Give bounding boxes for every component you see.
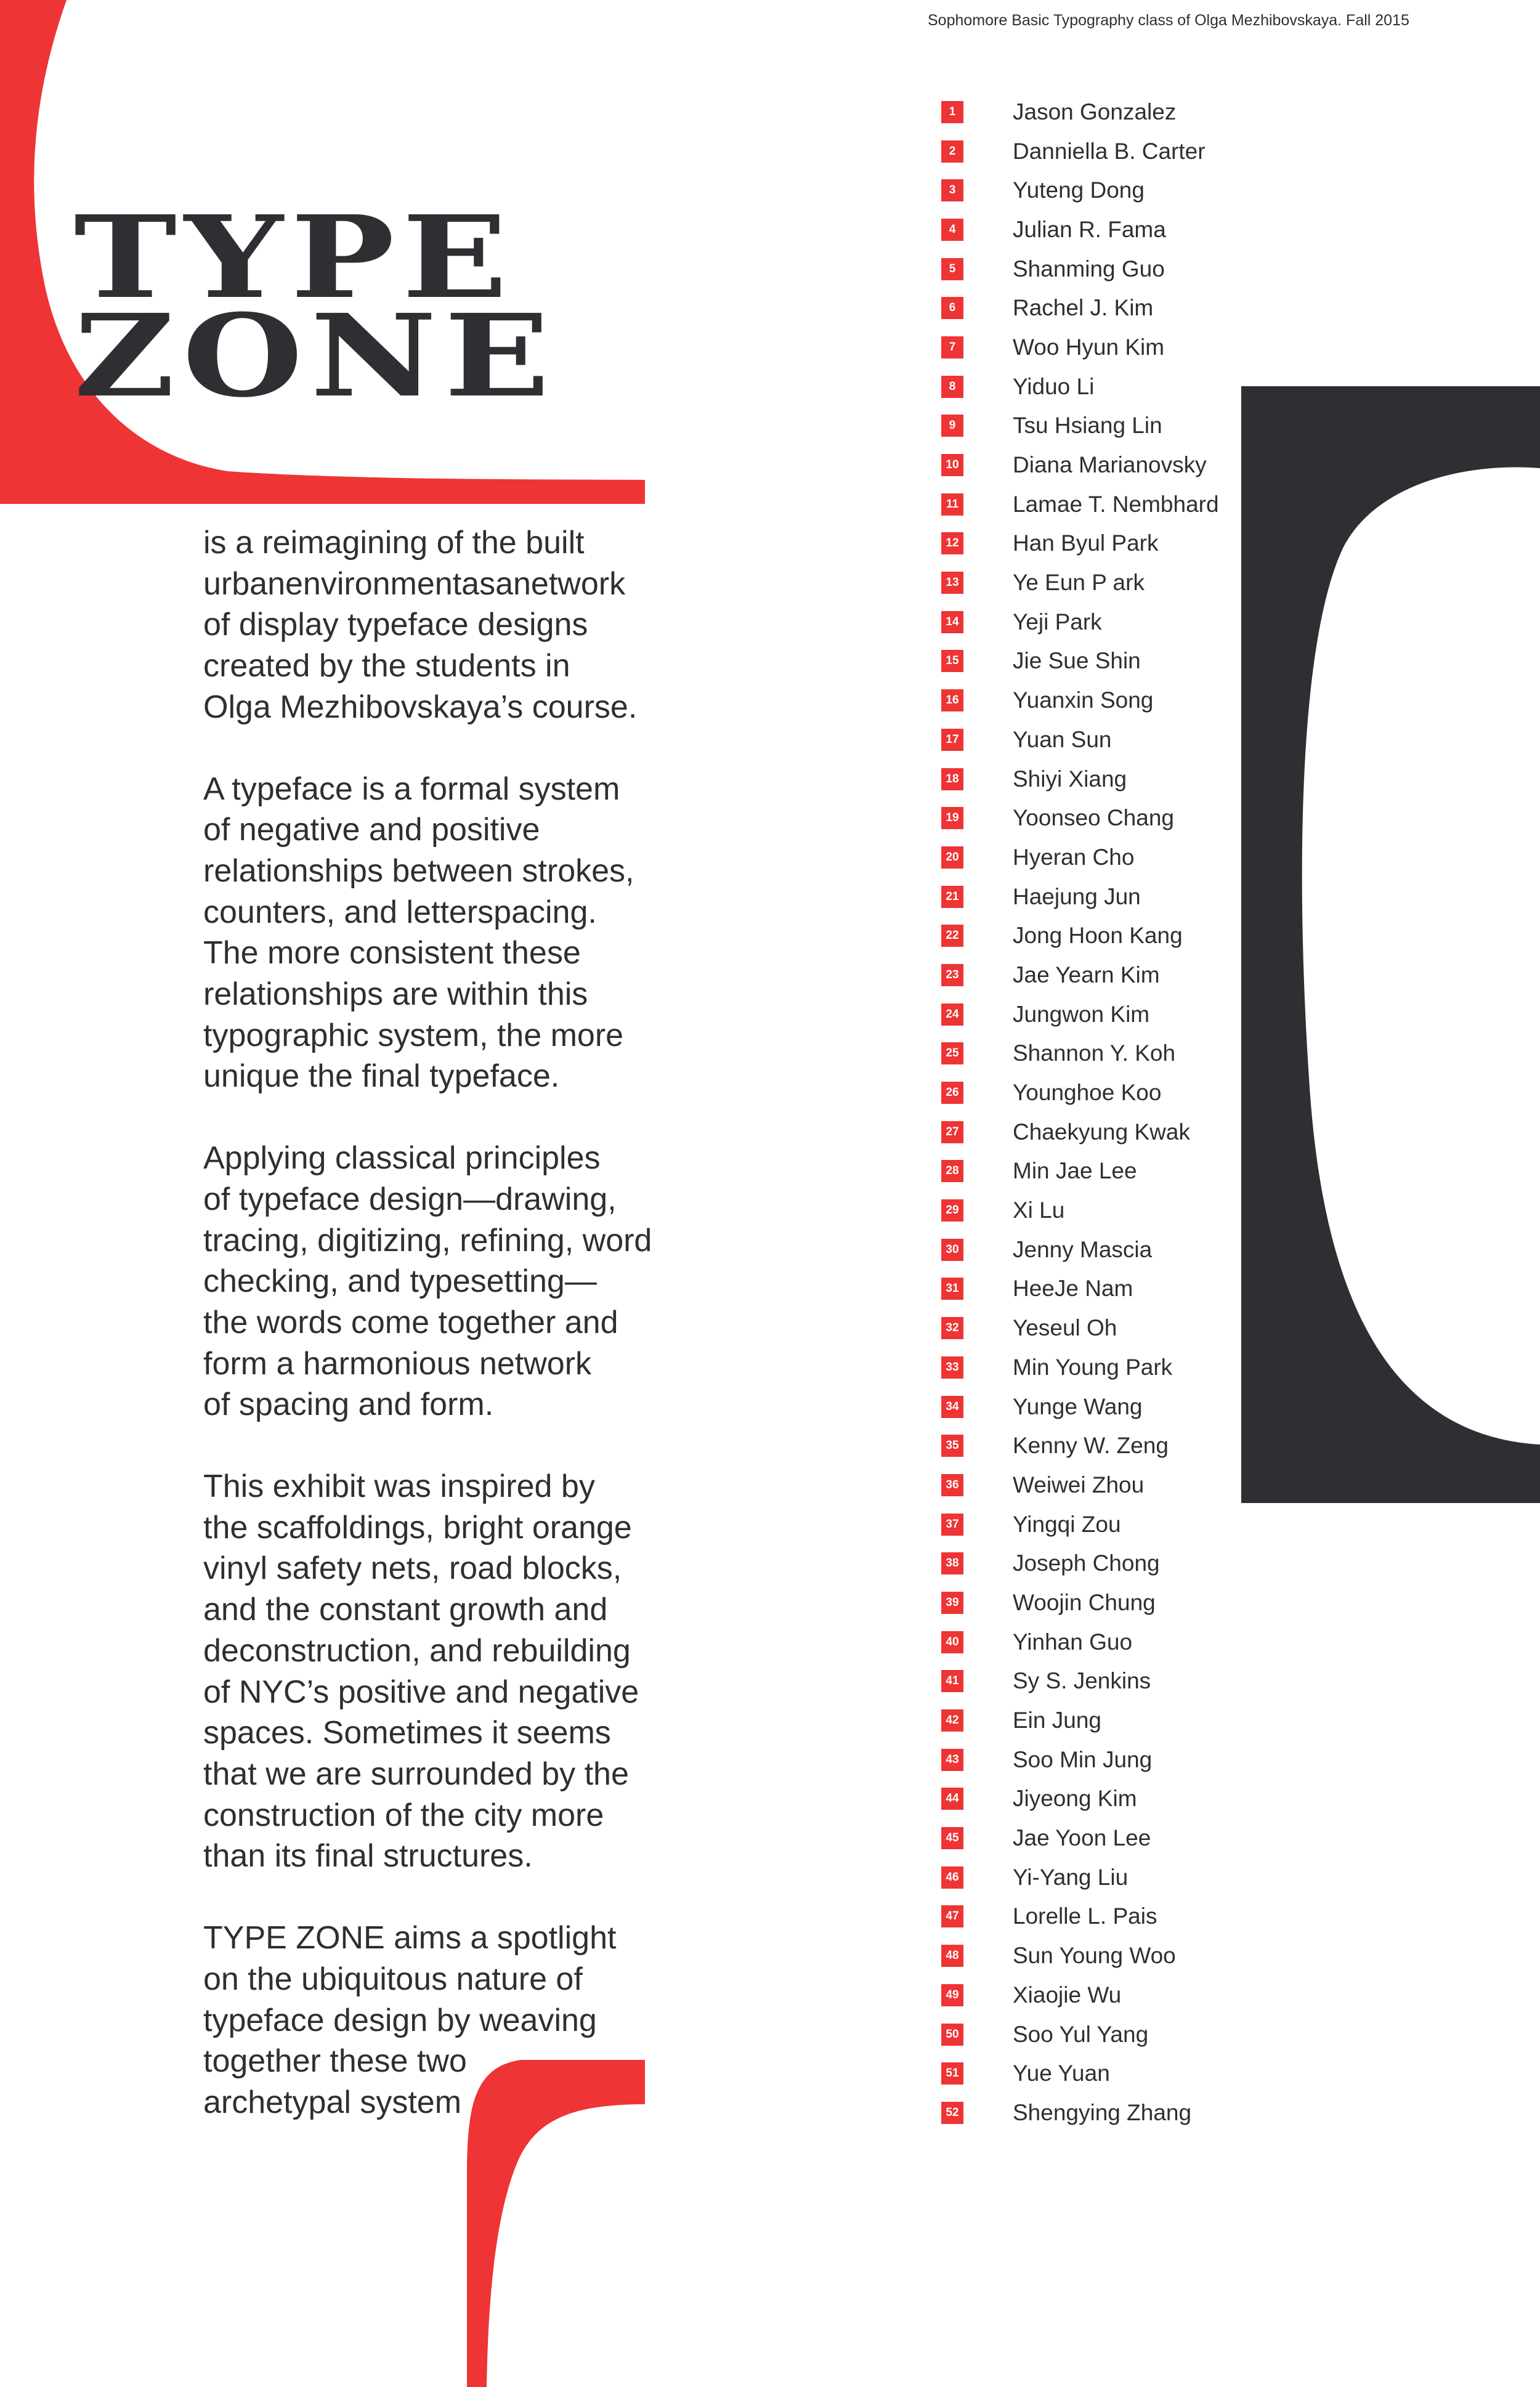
student-name: Ein Jung [1013, 1708, 1101, 1733]
student-number-badge: 6 [941, 297, 963, 319]
student-name: Chaekyung Kwak [1013, 1119, 1190, 1145]
student-name: Jae Yearn Kim [1013, 962, 1160, 987]
student-number-badge: 52 [941, 2102, 963, 2124]
student-name: Xi Lu [1013, 1198, 1065, 1223]
student-row [941, 916, 1496, 955]
student-row [941, 1465, 1496, 1505]
student-name: Kenny W. Zeng [1013, 1433, 1169, 1459]
student-name: Yuan Sun [1013, 726, 1112, 752]
student-number-badge: 22 [941, 925, 963, 947]
student-row [941, 1858, 1496, 1897]
student-row [941, 445, 1496, 485]
student-row [941, 1740, 1496, 1780]
student-name: Jenny Mascia [1013, 1236, 1153, 1262]
student-name: Hyeran Cho [1013, 844, 1135, 870]
student-number-badge: 20 [941, 846, 963, 869]
student-row [941, 720, 1496, 760]
student-number-badge: 28 [941, 1160, 963, 1182]
student-number-badge: 9 [941, 415, 963, 437]
student-row [941, 1623, 1496, 1662]
student-name: Jie Sue Shin [1013, 648, 1141, 674]
student-name: Jae Yoon Lee [1013, 1825, 1151, 1851]
title-line-zone: ZONE [74, 290, 557, 423]
student-name: Jiyeong Kim [1013, 1786, 1137, 1812]
paragraph-exhibit-inspiration: This exhibit was inspired by the scaffoldings, bright orange vinyl safety nets, road blocks, and the constant growth and deconstruction, and rebuilding of NYC’s positive and negative spaces. Sometimes it seems that we are surrounded by the construction of the city more than its final structures. [203, 1469, 639, 1874]
student-number-badge: 18 [941, 768, 963, 790]
student-number-badge: 10 [941, 454, 963, 476]
student-name: Yoonseo Chang [1013, 805, 1174, 831]
student-number-badge: 2 [941, 140, 963, 163]
student-row [941, 877, 1496, 917]
student-row [941, 563, 1496, 602]
student-number-badge: 24 [941, 1003, 963, 1026]
student-row [941, 2015, 1496, 2054]
student-name: Yi-Yang Liu [1013, 1864, 1129, 1890]
student-name: Lamae T. Nembhard [1013, 491, 1219, 517]
student-name: Woojin Chung [1013, 1589, 1156, 1615]
student-number-badge: 4 [941, 219, 963, 241]
student-name: Jong Hoon Kang [1013, 923, 1183, 949]
student-row [941, 485, 1496, 524]
student-name: Soo Yul Yang [1013, 2021, 1149, 2047]
student-row [941, 1936, 1496, 1976]
student-row [941, 760, 1496, 799]
student-row [941, 1191, 1496, 1230]
student-row [941, 1230, 1496, 1270]
student-number-badge: 23 [941, 964, 963, 986]
student-name: Yunge Wang [1013, 1393, 1143, 1419]
student-row [941, 1387, 1496, 1427]
student-name: Yeji Park [1013, 609, 1102, 634]
body-copy [203, 522, 659, 2164]
student-name: Sy S. Jenkins [1013, 1668, 1151, 1694]
student-row [941, 1505, 1496, 1544]
student-row [941, 1348, 1496, 1387]
student-number-badge: 35 [941, 1435, 963, 1457]
student-number-badge: 39 [941, 1592, 963, 1614]
student-name: Yinhan Guo [1013, 1629, 1133, 1655]
student-number-badge: 50 [941, 2024, 963, 2046]
student-name: Yuanxin Song [1013, 687, 1154, 713]
student-row [941, 1034, 1496, 1074]
student-number-badge: 51 [941, 2062, 963, 2085]
student-number-badge: 26 [941, 1082, 963, 1104]
student-number-badge: 19 [941, 807, 963, 829]
student-row [941, 328, 1496, 367]
student-row [941, 1701, 1496, 1740]
student-name: Yiduo Li [1013, 373, 1095, 399]
student-name: Yuteng Dong [1013, 177, 1145, 203]
student-row [941, 407, 1496, 446]
student-name: Jason Gonzalez [1013, 99, 1177, 124]
student-row [941, 1073, 1496, 1112]
student-name: Yeseul Oh [1013, 1315, 1117, 1341]
class-credit: Sophomore Basic Typography class of Olga Mezhibovskaya. Fall 2015 [928, 12, 1409, 29]
student-row [941, 642, 1496, 681]
student-number-badge: 43 [941, 1749, 963, 1771]
student-row [941, 132, 1496, 171]
student-row [941, 524, 1496, 564]
student-name: Yingqi Zou [1013, 1511, 1121, 1537]
student-row [941, 1780, 1496, 1819]
paragraph-intro: is a reimagining of the built urbanenvironmentasanetwork of display typeface designs created by the students in Olga Mezhibovskaya’s course. [203, 525, 638, 725]
student-number-badge: 14 [941, 611, 963, 633]
student-number-badge: 44 [941, 1788, 963, 1810]
student-row [941, 2054, 1496, 2093]
paragraph-classical-principles: Applying classical principles of typeface design—drawing, tracing, digitizing, refining, word checking, and typesetting— the words come together and form a harmonious network of spacing and form. [203, 1140, 652, 1423]
student-row [941, 210, 1496, 249]
student-name: Sun Young Woo [1013, 1943, 1176, 1969]
student-row [941, 1270, 1496, 1309]
student-name: Younghoe Koo [1013, 1080, 1162, 1106]
student-row [941, 92, 1496, 132]
student-name: Haejung Jun [1013, 883, 1141, 909]
student-name: Min Jae Lee [1013, 1158, 1137, 1184]
student-name: Yue Yuan [1013, 2061, 1110, 2086]
student-row [941, 1976, 1496, 2015]
student-name: Danniella B. Carter [1013, 138, 1206, 164]
student-row [941, 1662, 1496, 1701]
student-number-badge: 15 [941, 650, 963, 672]
student-row [941, 1112, 1496, 1152]
student-number-badge: 3 [941, 179, 963, 201]
student-number-badge: 12 [941, 532, 963, 554]
student-number-badge: 32 [941, 1317, 963, 1339]
student-number-badge: 38 [941, 1552, 963, 1574]
title-line-type: TYPE [74, 191, 516, 324]
paragraph-spotlight: TYPE ZONE aims a spotlight on the ubiquitous nature of typeface design by weaving together these two archetypal system [203, 1920, 617, 2120]
student-number-badge: 17 [941, 729, 963, 751]
student-name: Diana Marianovsky [1013, 452, 1207, 478]
student-number-badge: 45 [941, 1827, 963, 1849]
student-number-badge: 21 [941, 886, 963, 908]
student-name: Joseph Chong [1013, 1550, 1160, 1576]
student-row [941, 838, 1496, 877]
student-number-badge: 1 [941, 101, 963, 123]
student-number-badge: 34 [941, 1396, 963, 1418]
student-name: Rachel J. Kim [1013, 295, 1154, 321]
student-row [941, 288, 1496, 328]
student-number-badge: 36 [941, 1474, 963, 1496]
student-number-badge: 47 [941, 1905, 963, 1927]
student-name: Xiaojie Wu [1013, 1982, 1122, 2008]
student-name: Shanming Guo [1013, 256, 1165, 282]
student-name: Soo Min Jung [1013, 1746, 1153, 1772]
student-number-badge: 42 [941, 1709, 963, 1732]
student-name: Jungwon Kim [1013, 1001, 1150, 1027]
student-number-badge: 8 [941, 376, 963, 398]
student-row [941, 995, 1496, 1034]
student-number-badge: 31 [941, 1278, 963, 1300]
student-name: HeeJe Nam [1013, 1276, 1133, 1302]
student-name: Woo Hyun Kim [1013, 334, 1165, 360]
student-number-badge: 40 [941, 1631, 963, 1653]
student-row [941, 1818, 1496, 1858]
student-number-badge: 48 [941, 1945, 963, 1967]
student-row [941, 1544, 1496, 1583]
student-row [941, 681, 1496, 720]
student-number-badge: 5 [941, 258, 963, 280]
student-number-badge: 11 [941, 493, 963, 516]
student-row [941, 2093, 1496, 2133]
student-name: Julian R. Fama [1013, 216, 1166, 242]
student-row [941, 249, 1496, 289]
poster-title [74, 191, 698, 423]
student-number-badge: 13 [941, 572, 963, 594]
student-row [941, 1308, 1496, 1348]
student-number-badge: 29 [941, 1199, 963, 1222]
student-number-badge: 33 [941, 1356, 963, 1379]
student-row [941, 171, 1496, 210]
student-row [941, 955, 1496, 995]
student-row [941, 798, 1496, 838]
student-number-badge: 27 [941, 1121, 963, 1143]
student-name: Weiwei Zhou [1013, 1472, 1145, 1497]
student-roster [941, 92, 1496, 2133]
student-number-badge: 7 [941, 336, 963, 359]
paragraph-typeface-system: A typeface is a formal system of negative and positive relationships between strokes, counters, and letterspacing. The more consistent these relationships are within this typographic system, the more unique the final typeface. [203, 771, 634, 1095]
student-number-badge: 46 [941, 1866, 963, 1889]
student-name: Shannon Y. Koh [1013, 1040, 1176, 1066]
student-number-badge: 30 [941, 1239, 963, 1261]
student-name: Lorelle L. Pais [1013, 1903, 1157, 1929]
student-number-badge: 41 [941, 1670, 963, 1692]
student-name: Ye Eun P ark [1013, 570, 1145, 596]
student-row [941, 367, 1496, 407]
student-name: Min Young Park [1013, 1354, 1173, 1380]
student-row [941, 1897, 1496, 1937]
student-row [941, 1583, 1496, 1623]
student-name: Han Byul Park [1013, 530, 1159, 556]
student-name: Shengying Zhang [1013, 2099, 1192, 2125]
student-number-badge: 37 [941, 1514, 963, 1536]
student-row [941, 1152, 1496, 1191]
student-row [941, 1426, 1496, 1465]
student-number-badge: 16 [941, 689, 963, 711]
student-number-badge: 25 [941, 1042, 963, 1064]
student-number-badge: 49 [941, 1984, 963, 2006]
student-name: Tsu Hsiang Lin [1013, 413, 1162, 439]
student-name: Shiyi Xiang [1013, 766, 1127, 792]
student-row [941, 602, 1496, 642]
